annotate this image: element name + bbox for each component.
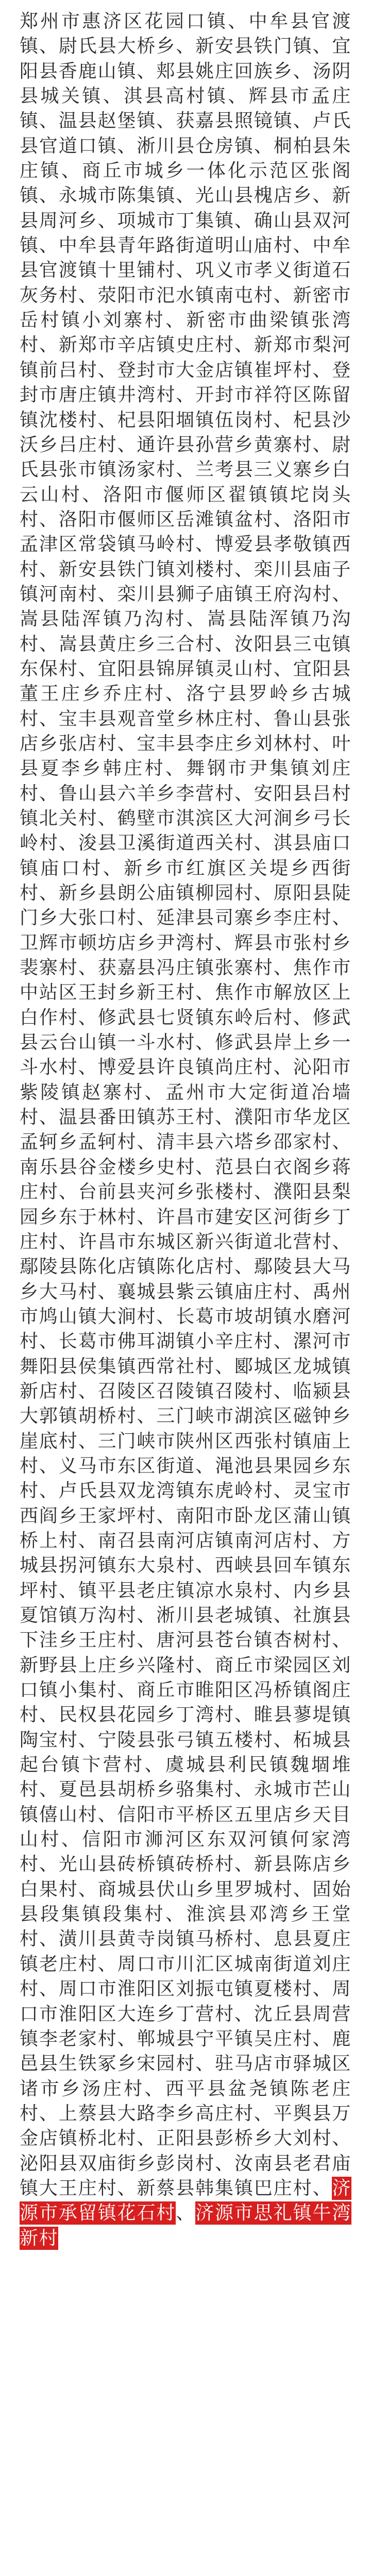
highlight-village-2: 济源市思礼镇牛湾新村 [20,2202,351,2249]
village-list-body: 郑州市惠济区花园口镇、中牟县官渡镇、尉氏县大桥乡、新安县铁门镇、宜阳县香鹿山镇、郏县姚庄回族乡、汤阴县城关镇、淇县高村镇、辉县市孟庄镇、温县赵堡镇、获嘉县照镜镇、卢氏县官道口镇、淅川县仓房镇、桐柏县朱庄镇、商丘市城乡一体化示范区张阁镇、永城市陈集镇、光山县槐店乡、新县周河乡、项城市丁集镇、确山县双河镇、中牟县青年路街道明山庙村、中牟县官渡镇十里铺村、巩义市孝义街道石灰务村、荥阳市汜水镇南屯村、新密市岳村镇小刘寨村、新密市曲梁镇张湾村、新郑市辛店镇史庄村、新郑市梨河镇前吕村、登封市大金店镇崔坪村、登封市唐庄镇井湾村、开封市祥符区陈留镇沈楼村、杞县阳堌镇伍岗村、杞县沙沃乡吕庄村、通许县孙营乡黄寨村、尉氏县张市镇汤家村、兰考县三义寨乡白云山村、洛阳市偃师区翟镇镇坨岗头村、洛阳市偃师区岳滩镇盆村、洛阳市孟津区常袋镇马岭村、博爱县孝敬镇西村、新安县铁门镇刘楼村、栾川县庙子镇河南村、栾川县狮子庙镇王府沟村、嵩县陆浑镇乃沟村、嵩县陆浑镇乃沟村、嵩县黄庄乡三合村、汝阳县三屯镇东保村、宜阳县锦屏镇灵山村、宜阳县董王庄乡乔庄村、洛宁县罗岭乡古城村、宝丰县观音堂乡林庄村、鲁山县张店乡张店村、宝丰县李庄乡刘林村、叶县夏李乡韩庄村、舞钢市尹集镇刘庄村、鲁山县六羊乡李营村、安阳县吕村镇北关村、鹤壁市淇滨区大河涧乡弓长岭村、浚县卫溪街道西关村、淇县庙口镇庙口村、新乡市红旗区关堤乡西街村、新乡县朗公庙镇柳园村、原阳县陡门乡大张口村、延津县司寨乡李庄村、卫辉市顿坊店乡尹湾村、辉县市张村乡裴寨村、获嘉县冯庄镇张寨村、焦作市中站区王封乡新王村、焦作市解放区上白作村、修武县七贤镇东岭后村、修武县云台山镇一斗水村、修武县岸上乡一斗水村、博爱县许良镇尚庄村、沁阳市紫陵镇赵寨村、孟州市大定街道冶墙村、温县番田镇苏王村、濮阳市华龙区孟轲乡孟轲村、清丰县六塔乡邵家村、南乐县谷金楼乡史村、范县白衣阁乡蒋庄村、台前县夹河乡张楼村、濮阳县梨园乡东于林村、许昌市建安区河街乡丁庄村、许昌市东城区新兴街道北营村、鄢陵县陈化店镇陈化店村、鄢陵县大马乡大马村、襄城县紫云镇庙庄村、禹州市鸠山镇大涧村、长葛市坡胡镇水磨河村、长葛市佛耳湖镇小辛庄村、漯河市舞阳县侯集镇西常社村、郾城区龙城镇新店村、召陵区召陵镇召陵村、临颍县大郭镇胡桥村、三门峡市湖滨区磁钟乡崖底村、三门峡市陕州区西张村镇庙上村、义马市东区街道、渑池县果园乡东村、卢氏县双龙湾镇东虎岭村、灵宝市西阎乡王家坪村、南阳市卧龙区蒲山镇桥上村、南召县南河店镇南河店村、方城县拐河镇东大泉村、西峡县回车镇东坪村、镇平县老庄镇凉水泉村、内乡县夏馆镇万沟村、淅川县老城镇、社旗县下洼乡王庄村、唐河县苍台镇杏树村、新野县上庄乡兴隆村、商丘市梁园区刘口镇小集村、商丘市睢阳区冯桥镇阁庄村、民权县花园乡丁湾村、睢县蓼堤镇陶宝村、宁陵县张弓镇五楼村、柘城县起台镇卞营村、虞城县利民镇魏堌堆村、夏邑县胡桥乡骆集村、永城市芒山镇僖山村、信阳市平桥区五里店乡天目山村、信阳市浉河区东双河镇何家湾村、光山县砖桥镇砖桥村、新县陈店乡白果村、商城县伏山乡里罗城村、固始县段集镇段集村、淮滨县邓湾乡王堂村、潢川县黄寺岗镇马桥村、息县夏庄镇老庄村、周口市川汇区城南街道刘庄村、周口市淮阳区刘振屯镇夏楼村、周口市淮阳区大连乡丁营村、沈丘县周营镇李老家村、郸城县宁平镇吴庄村、鹿邑县生铁冢乡宋园村、驻马店市驿城区诸市乡汤庄村、西平县盆尧镇陈老庄村、上蔡县大路李乡高庄村、平舆县万金店镇桥北村、正阳县彭桥乡大刘村、泌阳县双庙街乡彭岗村、汝南县老君庙镇大王庄村、新蔡县韩集镇巴庄村、 [20,11,351,2199]
village-list-paragraph: 郑州市惠济区花园口镇、中牟县官渡镇、尉氏县大桥乡、新安县铁门镇、宜阳县香鹿山镇、郏县姚庄回族乡、汤阴县城关镇、淇县高村镇、辉县市孟庄镇、温县赵堡镇、获嘉县照镜镇、卢氏县官道口镇、淅川县仓房镇、桐柏县朱庄镇、商丘市城乡一体化示范区张阁镇、永城市陈集镇、光山县槐店乡、新县周河乡、项城市丁集镇、确山县双河镇、中牟县青年路街道明山庙村、中牟县官渡镇十里铺村、巩义市孝义街道石灰务村、荥阳市汜水镇南屯村、新密市岳村镇小刘寨村、新密市曲梁镇张湾村、新郑市辛店镇史庄村、新郑市梨河镇前吕村、登封市大金店镇崔坪村、登封市唐庄镇井湾村、开封市祥符区陈留镇沈楼村、杞县阳堌镇伍岗村、杞县沙沃乡吕庄村、通许县孙营乡黄寨村、尉氏县张市镇汤家村、兰考县三义寨乡白云山村、洛阳市偃师区翟镇镇坨岗头村、洛阳市偃师区岳滩镇盆村、洛阳市孟津区常袋镇马岭村、博爱县孝敬镇西村、新安县铁门镇刘楼村、栾川县庙子镇河南村、栾川县狮子庙镇王府沟村、嵩县陆浑镇乃沟村、嵩县陆浑镇乃沟村、嵩县黄庄乡三合村、汝阳县三屯镇东保村、宜阳县锦屏镇灵山村、宜阳县董王庄乡乔庄村、洛宁县罗岭乡古城村、宝丰县观音堂乡林庄村、鲁山县张店乡张店村、宝丰县李庄乡刘林村、叶县夏李乡韩庄村、舞钢市尹集镇刘庄村、鲁山县六羊乡李营村、安阳县吕村镇北关村、鹤壁市淇滨区大河涧乡弓长岭村、浚县卫溪街道西关村、淇县庙口镇庙口村、新乡市红旗区关堤乡西街村、新乡县朗公庙镇柳园村、原阳县陡门乡大张口村、延津县司寨乡李庄村、卫辉市顿坊店乡尹湾村、辉县市张村乡裴寨村、获嘉县冯庄镇张寨村、焦作市中站区王封乡新王村、焦作市解放区上白作村、修武县七贤镇东岭后村、修武县云台山镇一斗水村、修武县岸上乡一斗水村、博爱县许良镇尚庄村、沁阳市紫陵镇赵寨村、孟州市大定街道冶墙村、温县番田镇苏王村、濮阳市华龙区孟轲乡孟轲村、清丰县六塔乡邵家村、南乐县谷金楼乡史村、范县白衣阁乡蒋庄村、台前县夹河乡张楼村、濮阳县梨园乡东于林村、许昌市建安区河街乡丁庄村、许昌市东城区新兴街道北营村、鄢陵县陈化店镇陈化店村、鄢陵县大马乡大马村、襄城县紫云镇庙庄村、禹州市鸠山镇大涧村、长葛市坡胡镇水磨河村、长葛市佛耳湖镇小辛庄村、漯河市舞阳县侯集镇西常社村、郾城区龙城镇新店村、召陵区召陵镇召陵村、临颍县大郭镇胡桥村、三门峡市湖滨区磁钟乡崖底村、三门峡市陕州区西张村镇庙上村、义马市东区街道、渑池县果园乡东村、卢氏县双龙湾镇东虎岭村、灵宝市西阎乡王家坪村、南阳市卧龙区蒲山镇桥上村、南召县南河店镇南河店村、方城县拐河镇东大泉村、西峡县回车镇东坪村、镇平县老庄镇凉水泉村、内乡县夏馆镇万沟村、淅川县老城镇、社旗县下洼乡王庄村、唐河县苍台镇杏树村、新野县上庄乡兴隆村、商丘市梁园区刘口镇小集村、商丘市睢阳区冯桥镇阁庄村、民权县花园乡丁湾村、睢县蓼堤镇陶宝村、宁陵县张弓镇五楼村、柘城县起台镇卞营村、虞城县利民镇魏堌堆村、夏邑县胡桥乡骆集村、永城市芒山镇僖山村、信阳市平桥区五里店乡天目山村、信阳市浉河区东双河镇何家湾村、光山县砖桥镇砖桥村、新县陈店乡白果村、商城县伏山乡里罗城村、固始县段集镇段集村、淮滨县邓湾乡王堂村、潢川县黄寺岗镇马桥村、息县夏庄镇老庄村、周口市川汇区城南街道刘庄村、周口市淮阳区刘振屯镇夏楼村、周口市淮阳区大连乡丁营村、沈丘县周营镇李老家村、郸城县宁平镇吴庄村、鹿邑县生铁冢乡宋园村、驻马店市驿城区诸市乡汤庄村、西平县盆尧镇陈老庄村、上蔡县大路李乡高庄村、平舆县万金店镇桥北村、正阳县彭桥乡大刘村、泌阳县双庙街乡彭岗村、汝南县老君庙镇大王庄村、新蔡县韩集镇巴庄村、济源市承留镇花石村、济源市思礼镇牛湾新村 [20,11,351,2249]
highlight-village-1: 济源市承留镇花石村 [20,2177,351,2224]
